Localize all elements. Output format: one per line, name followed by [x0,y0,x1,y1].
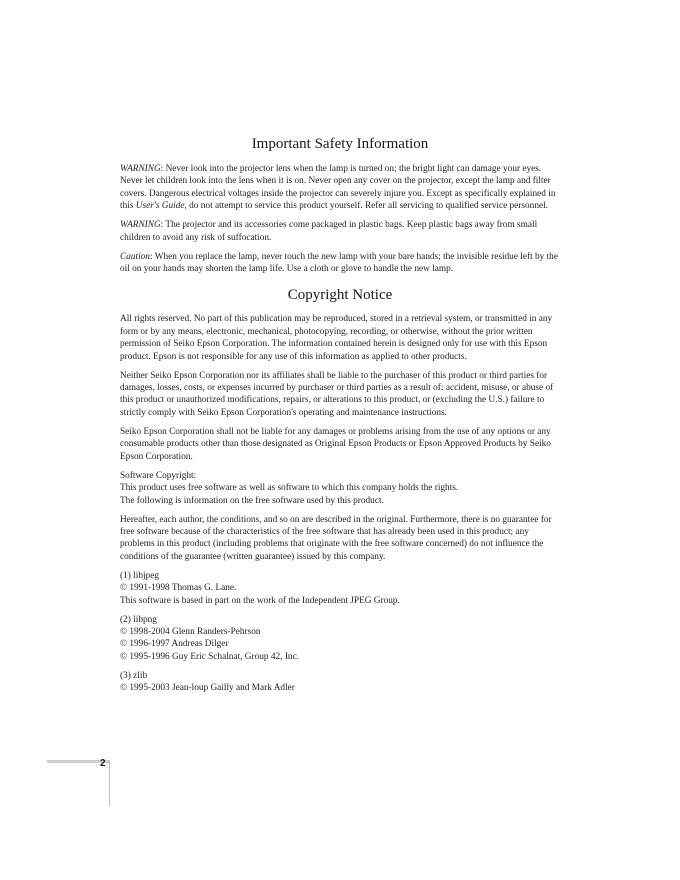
software-copyright-title: Software Copyright: [120,470,197,481]
copyright-paragraph-rights: All rights reserved. No part of this publication may be reproduced, stored in a retrieval system, or transmitted in any form or by any means, electronic, mechanical, photocopying, recording, or otherwise, without the prior written permission of Seiko Epson Corporation. The information contained herein is designed only for use with this Epson product. Epson is not responsible for any use of this information as applied to other products. [120,314,553,362]
libpng-line: © 1996-1997 Andreas Dilger [120,639,229,650]
warning-text: : The projector and its accessories come packaged in plastic bags. Keep plastic bags away from small children to avoid any risk of suffocation. [120,220,538,243]
libjpeg-line: (1) libjpeg [120,570,159,581]
copyright-paragraph-guarantee: Hereafter, each author, the conditions, and so on are described in the original. Furthermore, there is no guarantee for free software because of the characteristics of the free software that has already been used in this product; any problems in this product (including problems that originate with the free software concerned) do not influence the conditions of the guarantee (written guarantee) issued by this company. [120,514,552,562]
caution-label: Caution [120,251,150,262]
libjpeg-line: This software is based in part on the work of the Independent JPEG Group. [120,595,400,606]
warning-label: WARNING [120,164,161,174]
libjpeg-line: © 1991-1998 Thomas G. Lane. [120,583,237,594]
page-number: 2 [100,758,106,769]
warning-paragraph-2 [120,219,560,244]
page-content [120,134,560,701]
warning-text: : Never look into the projector lens when the lamp is turned on; the bright light can damage your eyes. Never let children look into the lens when it is on. Never open any cover on the projector, except the lamp and filter covers. Dangerous electrical voltages inside the projector can severely injure you. Except as specifically explained in this [120,164,556,212]
users-guide-title: User's Guide [135,201,185,212]
software-copyright-line: The following is information on the free software used by this product. [120,495,384,506]
copyright-heading: Copyright Notice [287,287,393,304]
caution-paragraph [120,251,560,276]
libpng-line: (2) libpng [120,614,157,625]
warning-text-continued: , do not attempt to service this product yourself. Refer all servicing to qualified service personnel. [184,201,549,212]
libjpeg-block [120,570,560,607]
warning-paragraph-1 [120,163,560,213]
software-copyright-block [120,470,560,507]
software-copyright-line: This product uses free software as well as software to which this company holds the rights. [120,483,459,494]
zlib-block [120,670,560,695]
safety-heading: Important Safety Information [251,136,429,152]
libpng-block [120,614,560,664]
copyright-paragraph-options: Seiko Epson Corporation shall not be liable for any damages or problems arising from the use of any options or any consumable products other than those designated as Original Epson Products or Epson Approved Products by Seiko Epson Corporation. [120,426,551,462]
warning-label: WARNING [120,220,161,231]
zlib-line: © 1995-2003 Jean-loup Gailly and Mark Adler [120,683,295,694]
zlib-line: (3) zlib [120,670,148,681]
libpng-line: © 1995-1996 Guy Eric Schalnat, Group 42, Inc. [120,651,300,662]
footer-vertical-rule [109,760,110,806]
copyright-paragraph-liability: Neither Seiko Epson Corporation nor its affiliates shall be liable to the purchaser of this product or third parties for damages, losses, costs, or expenses incurred by purchaser or third parties as a result of: accident, misuse, or abuse of this product or unauthorized modifications, repairs, or alterations to this product, or (excluding the U.S.) failure to strictly comply with Seiko Epson Corporation's operating and maintenance instructions. [120,370,554,418]
libpng-line: © 1998-2004 Glenn Randers-Pehrson [120,626,261,637]
caution-text: : When you replace the lamp, never touch the new lamp with your bare hands; the invisible residue left by the oil on your hands may shorten the lamp life. Use a cloth or glove to handle the new lamp. [120,251,558,275]
